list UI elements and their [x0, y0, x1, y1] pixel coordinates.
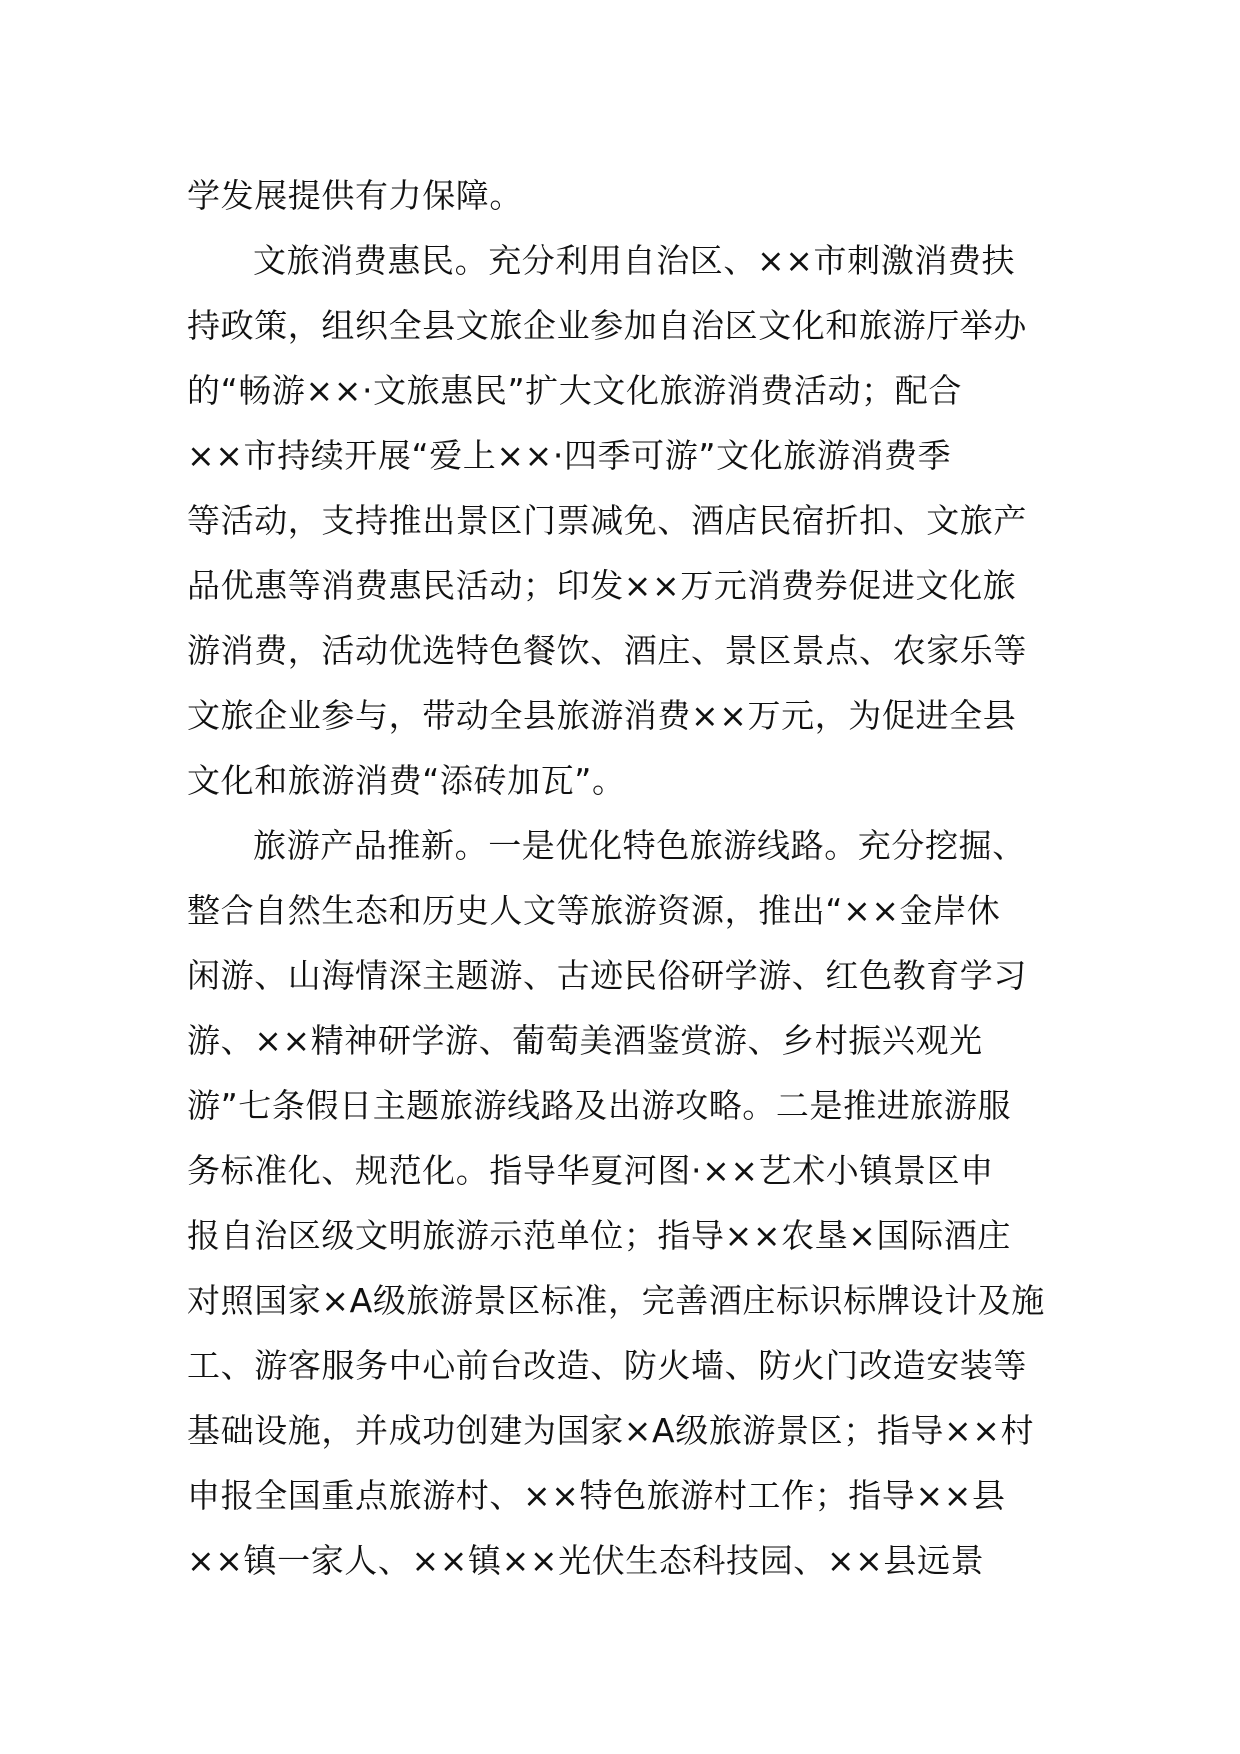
text-line: 基础设施，并成功创建为国家×A级旅游景区；指导××村	[187, 1411, 1035, 1450]
text-line: 报自治区级文明旅游示范单位；指导××农垦×国际酒庄	[187, 1216, 1011, 1255]
text-line: 文旅企业参与，带动全县旅游消费××万元，为促进全县	[187, 696, 1017, 735]
text-line: 等活动，支持推出景区门票减免、酒店民宿折扣、文旅产	[187, 501, 1027, 540]
text-line: 申报全国重点旅游村、××特色旅游村工作；指导××县	[187, 1476, 1006, 1515]
document-body	[187, 163, 1067, 1593]
text-line: 游、××精神研学游、葡萄美酒鉴赏游、乡村振兴观光	[187, 1021, 983, 1060]
text-line: 文化和旅游消费“添砖加瓦”。	[187, 761, 626, 800]
text-line: 游消费，活动优选特色餐饮、酒庄、景区景点、农家乐等	[187, 631, 1027, 670]
text-line: 的“畅游××·文旅惠民”扩大文化旅游消费活动；配合	[187, 371, 962, 410]
text-line: 整合自然生态和历史人文等旅游资源，推出“××金岸休	[187, 891, 1001, 930]
paragraph-start-line: 文旅消费惠民。充分利用自治区、××市刺激消费扶	[253, 241, 1016, 280]
text-line: 持政策，组织全县文旅企业参加自治区文化和旅游厅举办	[187, 306, 1027, 345]
text-line: ××市持续开展“爱上××·四季可游”文化旅游消费季	[187, 436, 952, 475]
text-line: ××镇一家人、××镇××光伏生态科技园、××县远景	[187, 1541, 985, 1580]
text-line: 闲游、山海情深主题游、古迹民俗研学游、红色教育学习	[187, 956, 1027, 995]
text-line: 对照国家×A级旅游景区标准，完善酒庄标识标牌设计及施	[187, 1281, 1045, 1320]
text-line: 学发展提供有力保障。	[187, 176, 523, 215]
text-line: 务标准化、规范化。指导华夏河图·××艺术小镇景区申	[187, 1151, 994, 1190]
text-line: 游”七条假日主题旅游线路及出游攻略。二是推进旅游服	[187, 1086, 1012, 1125]
paragraph-start-line: 旅游产品推新。一是优化特色旅游线路。充分挖掘、	[253, 826, 1026, 865]
text-line: 品优惠等消费惠民活动；印发××万元消费券促进文化旅	[187, 566, 1017, 605]
text-line: 工、游客服务中心前台改造、防火墙、防火门改造安装等	[187, 1346, 1027, 1385]
